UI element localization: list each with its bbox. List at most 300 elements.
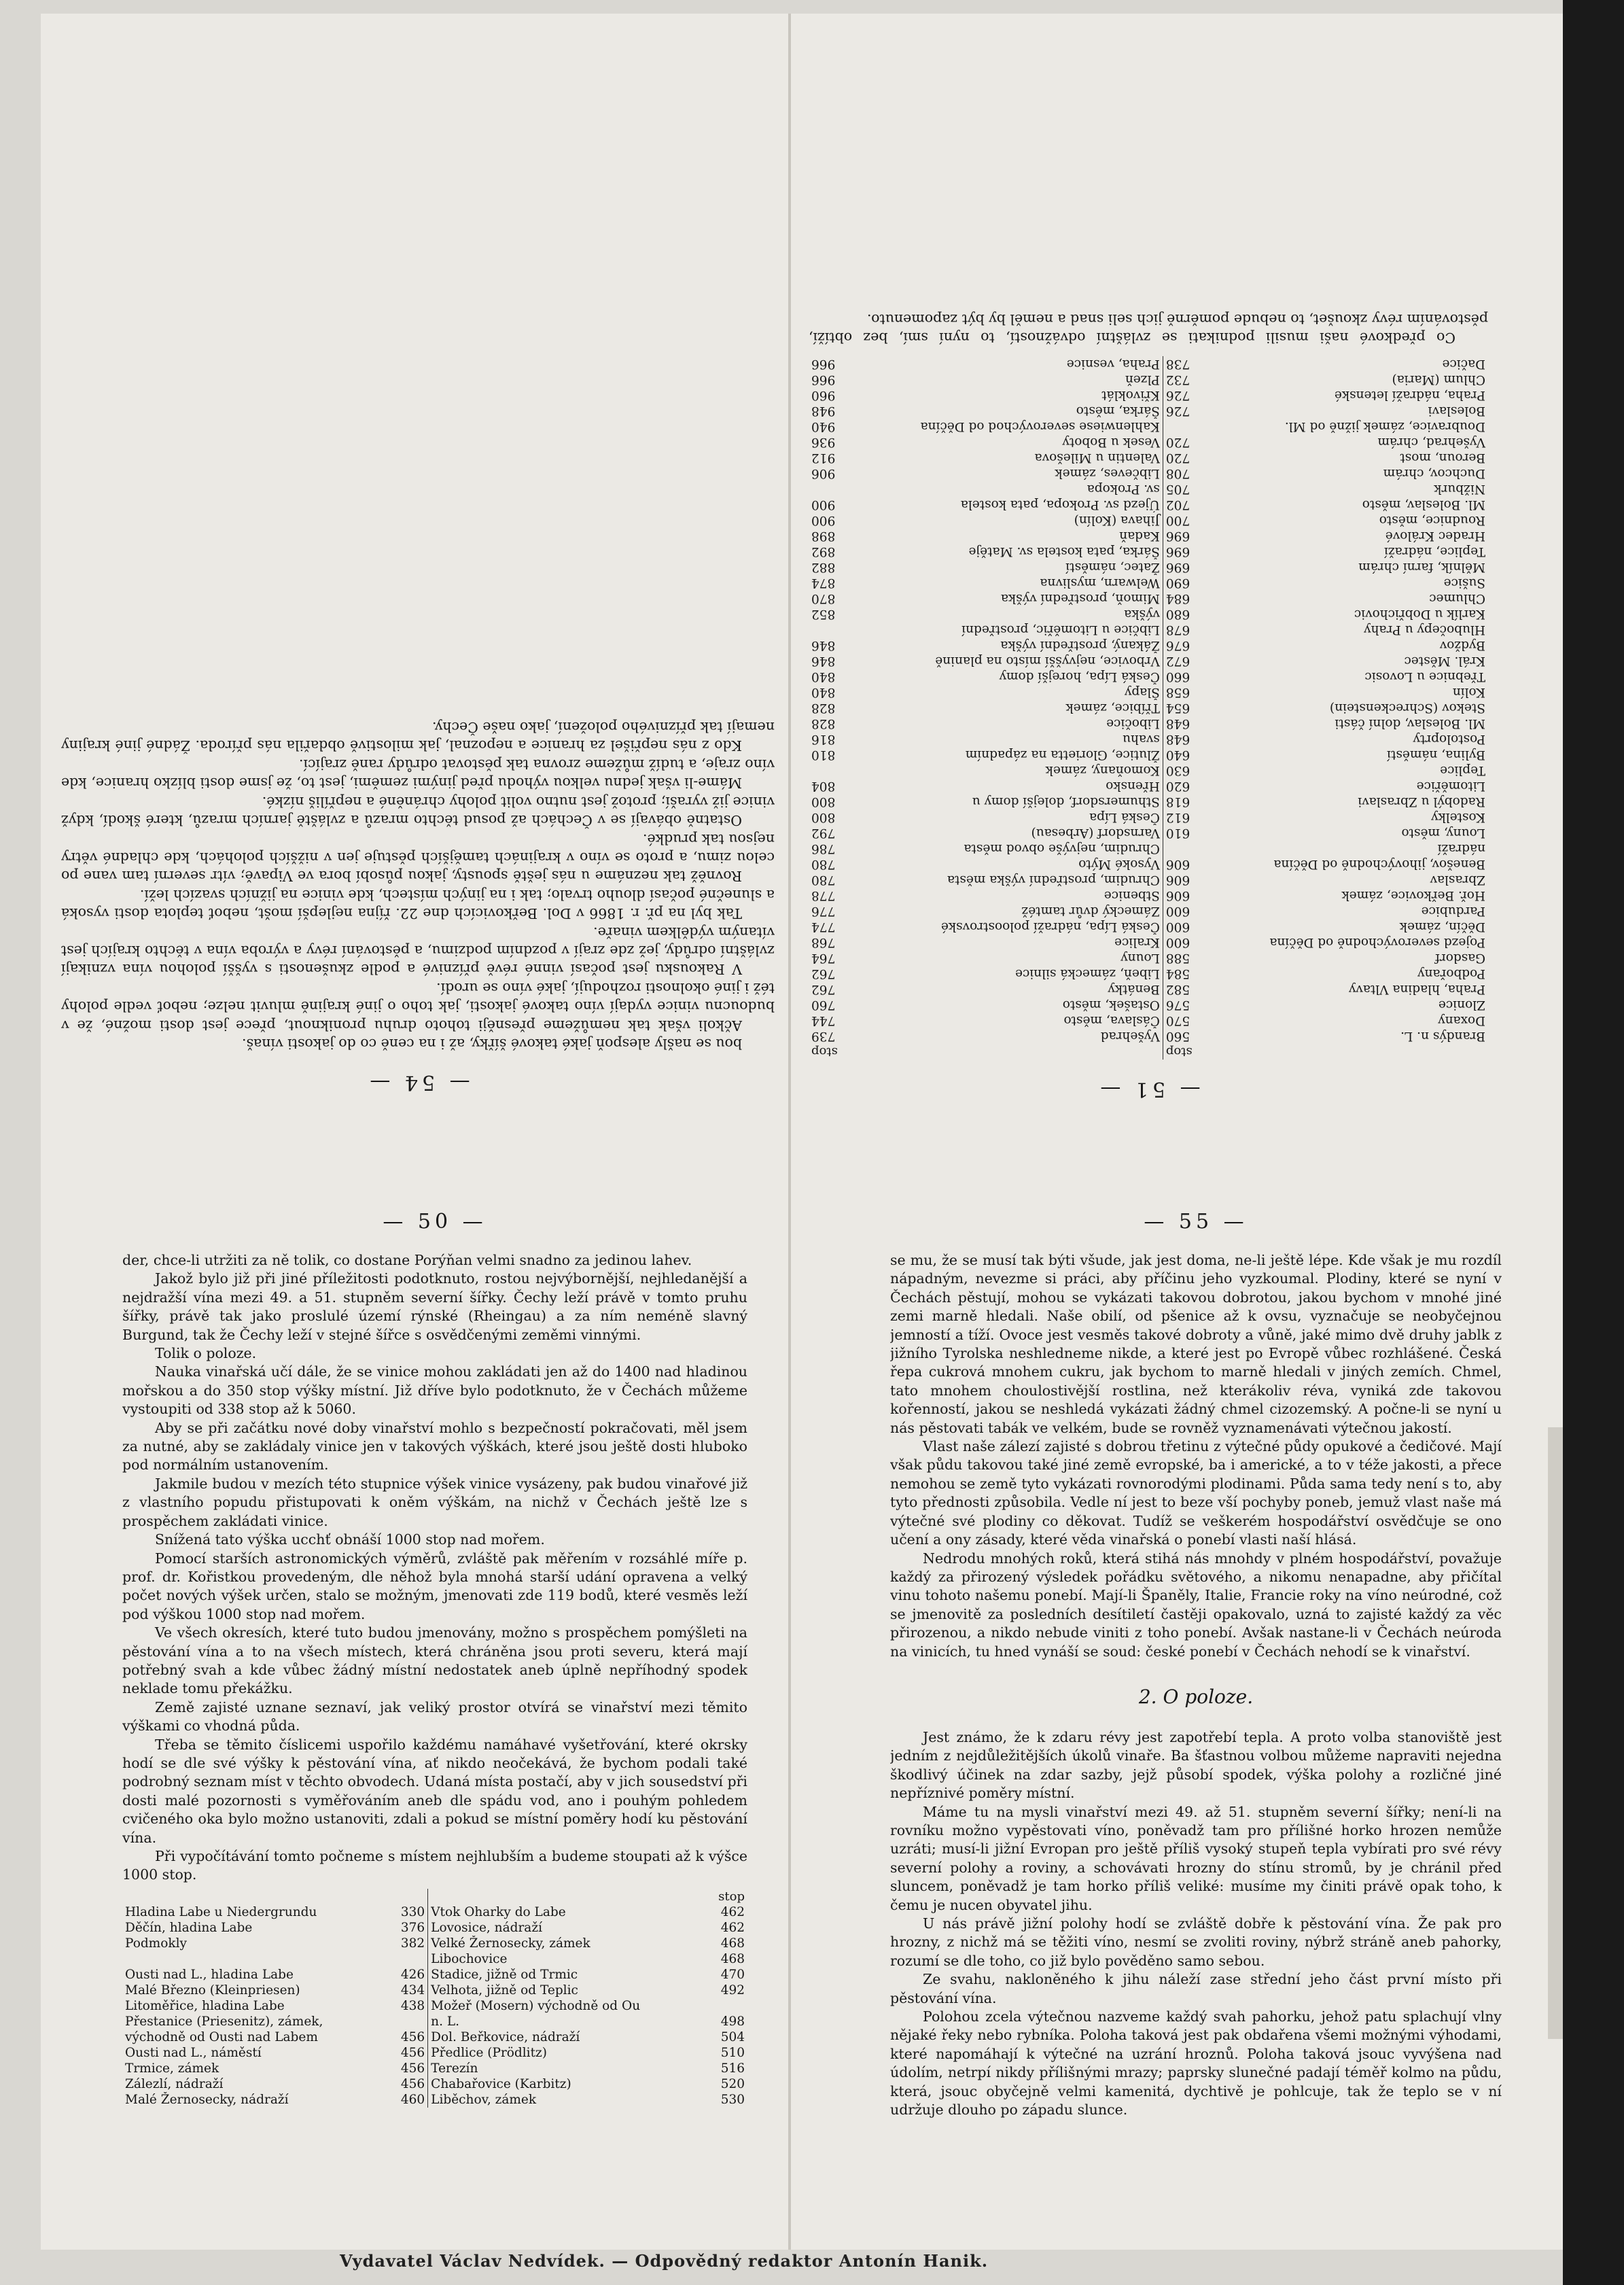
table-row bbox=[122, 2092, 747, 2108]
altitude-cell: 620 bbox=[1163, 778, 1216, 794]
altitude-cell: 456 bbox=[374, 2076, 428, 2092]
altitude-cell: 582 bbox=[1163, 981, 1216, 997]
altitude-cell: 764 bbox=[811, 951, 836, 965]
table-row bbox=[809, 356, 1488, 372]
place-cell bbox=[122, 1951, 374, 1967]
altitude-cell bbox=[1163, 841, 1216, 856]
table-row bbox=[122, 1904, 747, 1920]
altitude-cell: 606 bbox=[1163, 872, 1216, 888]
place-cell: Podmokly bbox=[125, 1936, 187, 1951]
paragraph: Rovněž tak neznáme u nás ještě spousty, jakou působí bora ve Vipavě; vítr severní tam vane po celou zimu, a proto se víno v krajinách tamějších pěstuje jen v nižších polohách, kde chladné větry nejsou tak prudké. bbox=[61, 831, 775, 885]
place-cell: Chabařovice (Karbitz) bbox=[431, 2076, 571, 2091]
place-cell: Hřensko bbox=[1106, 779, 1160, 793]
publisher-footer: Vydavatel Václav Nedvídek. — Odpovědný redaktor Antonín Hanik. bbox=[340, 2251, 989, 2271]
paragraph: V Rakousku jest počasí vinné révě příznivé a podle zkušenosti s vyšší polohou vína vznikají zvláštní odrůdy, jež zde zrají v pozdním podzimu, a pěstování révy a výroba vína v těchto krajích jest vítaným výdělkem vinaře. bbox=[61, 924, 775, 978]
place-cell: Hradec Králové bbox=[1385, 529, 1485, 543]
place-cell: Zálezlí, nádraží bbox=[125, 2076, 224, 2091]
table-row bbox=[809, 434, 1488, 450]
place-cell: Trmice, zámek bbox=[125, 2061, 219, 2076]
table-row bbox=[809, 856, 1488, 872]
altitude-cell: 468 bbox=[720, 1951, 745, 1966]
place-cell: Podbořany bbox=[1417, 966, 1485, 981]
place-cell: Zámecký dvůr tamtéž bbox=[1021, 904, 1160, 918]
table-row bbox=[122, 1967, 747, 1983]
altitude-cell: 672 bbox=[1163, 653, 1216, 669]
table-row bbox=[122, 2061, 747, 2076]
paragraph: Máme-li však jednu velkou výhodu před jinými zeměmi, jest to, že jsme dosti blízko hranice, kde víno zraje, a tudíž můžeme zrovna tak pěstovat odrůdy raně zrající. bbox=[61, 756, 775, 792]
place-cell: Lovosice, nádraží bbox=[431, 1920, 542, 1935]
altitude-cell: 456 bbox=[374, 2029, 428, 2045]
place-cell: Roudnice, město bbox=[1379, 513, 1485, 527]
place-cell: východně od Ousti nad Labem bbox=[125, 2029, 318, 2044]
altitude-cell bbox=[809, 481, 862, 497]
page-number: — 51 — bbox=[1096, 1077, 1201, 1101]
table-row bbox=[122, 1983, 747, 1998]
scan-margin-strip bbox=[1548, 1427, 1563, 2039]
place-cell: Brandýs n. L. bbox=[1400, 1029, 1485, 1043]
place-cell: Křivoklát bbox=[1101, 388, 1160, 402]
altitude-cell: 434 bbox=[374, 1983, 428, 1998]
altitude-cell: 780 bbox=[811, 857, 836, 871]
place-cell: Žlutice, Glorietta na západním bbox=[965, 748, 1160, 762]
place-cell: Stbenice bbox=[1104, 888, 1160, 903]
altitude-cell: 948 bbox=[811, 404, 836, 418]
altitude-cell: 456 bbox=[374, 2061, 428, 2076]
place-cell: Praha, vesnice bbox=[1066, 357, 1160, 371]
table-row bbox=[809, 403, 1488, 419]
altitude-cell: 438 bbox=[374, 1998, 428, 2014]
place-cell: Nižburk bbox=[1434, 482, 1485, 496]
place-cell: Mimoň, prostřední výška bbox=[1000, 591, 1160, 606]
table-row bbox=[809, 591, 1488, 606]
altitude-cell: 680 bbox=[1163, 606, 1216, 622]
paragraph: Snížená tato výška ucchť obnáší 1000 stop nad mořem. bbox=[155, 1531, 545, 1548]
altitude-cell: 696 bbox=[1163, 528, 1216, 544]
table-row bbox=[809, 684, 1488, 700]
table-row bbox=[809, 653, 1488, 669]
page-54-text bbox=[61, 718, 775, 1053]
altitude-cell: 560 bbox=[1163, 1028, 1216, 1044]
place-cell: Pardubice bbox=[1421, 904, 1485, 918]
upside-down-page-51 bbox=[809, 95, 1488, 1101]
place-cell: Přestanice (Priesenitz), zámek, bbox=[125, 2014, 323, 2029]
place-cell: Stadice, jižně od Trmic bbox=[431, 1967, 578, 1982]
place-cell: Postoloprty bbox=[1413, 732, 1485, 746]
table-row bbox=[809, 638, 1488, 653]
table-row bbox=[809, 466, 1488, 481]
paragraph: Při vypočítávání tomto počneme s místem nejhlubším a budeme stoupati až k výšce 1000 stop. bbox=[122, 1848, 747, 1883]
place-cell: Děčín, zámek bbox=[1399, 920, 1485, 934]
table-row bbox=[809, 747, 1488, 763]
place-cell: Libčice u Litoměřic, prostřední bbox=[961, 623, 1160, 637]
place-cell: Sušice bbox=[1443, 576, 1485, 590]
place-cell: Doubravice, zámek jižně od Ml. bbox=[1284, 419, 1485, 434]
place-cell: Litoměřice bbox=[1416, 779, 1485, 793]
altitude-cell: 684 bbox=[1163, 591, 1216, 606]
table-row bbox=[809, 419, 1488, 434]
col-header: stop bbox=[1163, 1044, 1216, 1060]
scan-dark-edge bbox=[1563, 0, 1624, 2285]
place-cell: Libochovice bbox=[431, 1951, 508, 1966]
altitude-cell: 705 bbox=[1163, 481, 1216, 497]
place-cell: Předlice (Prödlitz) bbox=[431, 2045, 547, 2060]
table-row bbox=[809, 997, 1488, 1013]
altitude-cell: 382 bbox=[374, 1936, 428, 1951]
col-header: stop bbox=[718, 1889, 745, 1904]
place-cell: Bydžov bbox=[1439, 638, 1485, 652]
altitude-cell: 648 bbox=[1163, 716, 1216, 731]
table-row bbox=[809, 575, 1488, 591]
place-cell: Bylina, náměstí bbox=[1387, 748, 1485, 762]
altitude-cell: 966 bbox=[811, 372, 836, 387]
place-cell: Ml. Boleslav, dolní části bbox=[1335, 716, 1485, 731]
altitude-cell: 648 bbox=[1163, 731, 1216, 747]
altitude-cell: 640 bbox=[1163, 747, 1216, 763]
altitude-cell: 792 bbox=[811, 826, 836, 840]
table-row bbox=[809, 716, 1488, 731]
table-row bbox=[809, 481, 1488, 497]
table-row bbox=[809, 669, 1488, 684]
altitude-cell: 912 bbox=[811, 451, 836, 465]
altitude-cell: 462 bbox=[720, 1920, 745, 1935]
table-row bbox=[809, 559, 1488, 575]
place-cell: Vysoké Mýto bbox=[1078, 857, 1160, 871]
place-cell: Karlík u Dobřichovic bbox=[1354, 607, 1485, 621]
table-row bbox=[122, 1998, 747, 2014]
paragraph: se mu, že se musí tak býti všude, jak jest doma, ne-li ještě lépe. Kde však je mu rozdíl nápadným, nevezme si práci, aby příčinu jeho vyzkoumal. Plodiny, které se nyní v Čechách pěstují, mohou se vykázati takovou dobrotou, jakou bychom v mnohé jiné zemi marně hledali. Naše obilí, od pšenice až k ovsu, vyznačuje se neobyčejnou jemností a tíží. Ovoce jest vesměs takové dobroty a vůně, jaké mimo dvě druhy jablk z jižního Tyrolska neshledneme nikde, a které jest po Evropě vůbec rozhlášené. Česká řepa cukrová mnohem cukru, jak bychom to marně hledali v jiných zemích. Chmel, tato mnohem choulostivější rostlina, než kterákoliv réva, vyniká zde takovou kořenností, jakou se neshledá vykázati žádný chmel cizozemský. A počne-li se nyní u nás pěstovati tabák ve velkém, bude se rovněž vyznamenávati výtečnou jakostí. bbox=[890, 1252, 1502, 1436]
note: Co předkové naši musili podnikati se zvláštní odvážností, to nyní smí, bez obtíží, pěstováním révy zkoušet, to nebude poměrně jich seli snad a neměl by být zapomenuto. bbox=[809, 311, 1488, 346]
place-cell: Liběchov, zámek bbox=[431, 2092, 537, 2107]
table-row bbox=[809, 919, 1488, 935]
paragraph: Polohou zcela výtečnou nazveme každý svah pahorku, jehož patu splachují vlny nějaké řeky nebo rybníka. Poloha taková jest pak obdařena všemi možnými výhodami, které napomáhají k výtečné na uzrání hroznů. Poloha taková jsouc vyvýšena nad údolím, netrpí nikdy přílišnými mrazy; paprsky slunečné padají téměř kolmo na půdu, která, jsouc obyčejně velmi kamenitá, dychtivě je pohlcuje, tak že teplo se v ní udržuje dlouho po západu slunce. bbox=[890, 2008, 1502, 2118]
place-cell: Chrudim, nejvýše obvod města bbox=[964, 841, 1160, 856]
altitude-cell: 530 bbox=[720, 2092, 745, 2107]
paragraph: Máme tu na mysli vinařství mezi 49. až 51. stupněm severní šířky; není-li na rovníku možno vypěstovati víno, poněvadž tam pro přílišné horko hrozen nemůže uzráti; musí-li jižní Evropan pro ještě příliš vysoký stupeň tepla vybírati pro své révy severní polohy a roviny, a schovávati hrozny do stínu stromů, by je chránil před sluncem, poněvadž je tam horko příliš veliké: musíme my činiti právě opak toho, k čemu je nucen obyvatel jihu. bbox=[890, 1803, 1502, 1913]
place-cell: Jihava (Kolín) bbox=[1074, 513, 1160, 527]
place-cell: Welwarn, myslivna bbox=[1040, 576, 1160, 590]
altitude-cell: 786 bbox=[811, 841, 836, 856]
table-row bbox=[809, 1028, 1488, 1044]
place-cell: Velké Žernosecky, zámek bbox=[431, 1936, 590, 1951]
table-row bbox=[809, 450, 1488, 466]
section-title: 2. O poloze. bbox=[1138, 1685, 1254, 1708]
altitude-cell: 588 bbox=[1163, 950, 1216, 966]
paragraph: Kdo z nás nepřišel za hranice a nepoznal, jak milostivě obdařila nás příroda. Žádné jiné krajiny nemají tak příznivého položení, jako naše Čechy. bbox=[61, 719, 775, 754]
place-cell: Sthumersdorf, dolejší domy u bbox=[972, 795, 1160, 809]
altitude-cell: 654 bbox=[1163, 700, 1216, 716]
altitude-cell: 584 bbox=[1163, 966, 1216, 981]
section-text bbox=[890, 1728, 1502, 2120]
place-cell: sv. Prokopa bbox=[1087, 482, 1160, 496]
table-row bbox=[809, 622, 1488, 638]
altitude-cell: 690 bbox=[1163, 575, 1216, 591]
place-cell: Chrudim, prostřední výška města bbox=[947, 873, 1160, 887]
altitude-table bbox=[122, 1889, 747, 2108]
paragraph: Nedrodu mnohých roků, která stihá nás mnohdy v plném hospodářství, považuje každý za přirozený výsledek pořádku světového, a nikomu nenapadne, aby přičítal vinu tohoto našemu ponebí. Mají-li Španěly, Italie, Francie roky na víno neúrodné, což se jmenovitě za posledních desítiletí častěji opakovalo, uzná to zajisté každý za věc přirozenou, a nikdo nebude viniti z toho ponebí. Avšak nastane-li v Čechách neúroda na vinicích, tu hned vynáší se soud: české ponebí v Čechách nehodí se k vinařství. bbox=[890, 1550, 1502, 1660]
table-row bbox=[809, 763, 1488, 778]
place-cell: Šlapy bbox=[1124, 685, 1160, 699]
altitude-table bbox=[809, 356, 1488, 1060]
altitude-cell: 800 bbox=[811, 795, 836, 809]
altitude-cell: 744 bbox=[811, 1013, 836, 1028]
place-cell: Teplice bbox=[1440, 763, 1485, 778]
place-cell: Plzeň bbox=[1125, 372, 1160, 387]
altitude-cell: 739 bbox=[811, 1029, 836, 1043]
place-cell: Malé Žernosecky, nádraží bbox=[125, 2092, 289, 2107]
altitude-cell: 846 bbox=[811, 654, 836, 668]
paragraph: Nauka vinařská učí dále, že se vinice mohou zakládati jen až do 1400 nad hladinou mořskou a do 350 stop výšky místní. Již dříve bylo podotknuto, že v Čechách můžeme vystoupiti od 338 stop až k 5060. bbox=[122, 1363, 747, 1418]
altitude-cell bbox=[694, 1998, 747, 2014]
altitude-cell: 456 bbox=[374, 2045, 428, 2061]
table-row bbox=[809, 1013, 1488, 1028]
altitude-cell: 618 bbox=[1163, 794, 1216, 809]
place-cell: Děčín, hladina Labe bbox=[125, 1920, 253, 1935]
place-cell: Čáslava, město bbox=[1063, 1013, 1160, 1028]
table-row bbox=[809, 888, 1488, 903]
altitude-cell: 892 bbox=[811, 544, 836, 559]
altitude-cell: 760 bbox=[811, 998, 836, 1012]
altitude-cell: 676 bbox=[1163, 638, 1216, 653]
place-cell: Šárka, pata kostela sv. Matěje bbox=[968, 544, 1160, 559]
table-row bbox=[809, 497, 1488, 512]
paragraph: bou se našly alespoň jaké takové šířky, až i na ceně co do jakosti vínaš. bbox=[242, 1036, 742, 1052]
place-cell: Vtok Oharky do Labe bbox=[431, 1904, 566, 1919]
altitude-cell: 470 bbox=[720, 1967, 745, 1982]
place-cell: Libočice bbox=[1106, 716, 1160, 731]
altitude-cell: 846 bbox=[811, 638, 836, 652]
altitude-cell: 768 bbox=[811, 935, 836, 949]
altitude-cell: 570 bbox=[1163, 1013, 1216, 1028]
table-row bbox=[809, 935, 1488, 950]
place-cell: Praha, nádraží letenské bbox=[1334, 388, 1485, 402]
place-cell: Ml. Boleslav, město bbox=[1362, 498, 1485, 512]
page-55 bbox=[890, 1210, 1502, 2229]
altitude-cell: 882 bbox=[811, 560, 836, 574]
place-cell: Radobýl u Zbraslavi bbox=[1358, 795, 1485, 809]
place-cell: Kostelky bbox=[1431, 810, 1485, 824]
table-row bbox=[809, 372, 1488, 387]
place-cell: Ousti nad L., náměstí bbox=[125, 2045, 262, 2060]
place-cell: Vyšehrad bbox=[1100, 1029, 1160, 1043]
table-row bbox=[122, 1936, 747, 1951]
altitude-cell: 576 bbox=[1163, 997, 1216, 1013]
altitude-cell: 726 bbox=[1163, 403, 1216, 419]
altitude-cell: 460 bbox=[374, 2092, 428, 2108]
place-cell: Vrbovice, nejvyšší místo na planině bbox=[935, 654, 1160, 668]
altitude-cell bbox=[809, 622, 862, 638]
altitude-cell: 828 bbox=[811, 701, 836, 715]
paragraph: Ostatně obávají se v Čechách až posud těchto mrazů a zvláště jarních mrazů, které škodí, když vinice již vyraší; protož jest nutno volit polohy chráněné a nepříliš nízké. bbox=[61, 793, 775, 829]
paragraph: Tak byl na př. r. 1866 v Dol. Beřkovicích dne 22. října nejlepší mošt, neboť teplota dosti vysoká a slunečné počasí dlouho trvalo; tak i na jiných místech, kde vinice na jižních svazích leží. bbox=[61, 886, 775, 922]
altitude-cell: 960 bbox=[811, 388, 836, 402]
place-cell: Možeř (Mosern) východně od Ou bbox=[431, 1998, 641, 2013]
altitude-cell: 936 bbox=[811, 435, 836, 449]
table-row bbox=[809, 966, 1488, 981]
place-cell: Louny bbox=[1120, 951, 1160, 965]
altitude-cell: 498 bbox=[720, 2014, 745, 2029]
altitude-cell: 462 bbox=[720, 1904, 745, 1919]
altitude-cell: 610 bbox=[1163, 825, 1216, 841]
place-cell: Vyšehrad, chrám bbox=[1377, 435, 1485, 449]
place-cell: Duchcov, chrám bbox=[1383, 466, 1485, 481]
altitude-cell: 606 bbox=[1163, 856, 1216, 872]
place-cell: Mělník, farní chrám bbox=[1358, 560, 1485, 574]
altitude-cell: 816 bbox=[811, 732, 836, 746]
altitude-cell: 900 bbox=[811, 498, 836, 512]
place-cell: svahu bbox=[1123, 732, 1160, 746]
place-cell: Vesek u Boboty bbox=[1062, 435, 1160, 449]
place-cell: Král. Městec bbox=[1404, 654, 1485, 668]
altitude-cell: 700 bbox=[1163, 512, 1216, 528]
altitude-cell: 726 bbox=[1163, 387, 1216, 403]
paragraph: Ačkoli však tak nemůžeme přesněji tohoto druhu proniknout, přece jest dosti možné, že v budoucnu vinice vydají víno takové jakosti, jak toho o jiné krajině mluvit nelze; neboť vedle polohy též i jiné okolnosti rozhodují, jaké víno se urodí. bbox=[61, 979, 775, 1034]
paragraph: Třeba se těmito číslicemi uspořilo každému namáhavé vyšetřování, které okrsky hodí se dle své výšky k pěstování vína, ať nikdo neočekává, že bychom podali také podrobný seznam míst v těchto obvodech. Udaná místa postačí, aby v jich sousedství při dosti malé pozornosti s vyměřováním aneb dle spádu vod, ano i pouhým pohledem cvičeného oka bylo možno ustanoviti, zdali a pokud se místní poměry hodí ku pěstování vína. bbox=[122, 1736, 747, 1846]
altitude-cell: 630 bbox=[1163, 763, 1216, 778]
altitude-cell: 800 bbox=[811, 810, 836, 824]
altitude-cell: 720 bbox=[1163, 434, 1216, 450]
table-row bbox=[809, 950, 1488, 966]
altitude-cell: 874 bbox=[811, 576, 836, 590]
place-cell: Benešov, jihovýchodně od Děčína bbox=[1273, 857, 1485, 871]
altitude-cell: 762 bbox=[811, 966, 836, 981]
place-cell: Libeň, zámecká silnice bbox=[1015, 966, 1160, 981]
altitude-cell: 612 bbox=[1163, 809, 1216, 825]
altitude-cell: 658 bbox=[1163, 684, 1216, 700]
place-cell: Benátky bbox=[1108, 982, 1160, 996]
table-row bbox=[809, 903, 1488, 919]
place-cell: Libčeves, zámek bbox=[1055, 466, 1160, 481]
place-cell: Ousti nad L., hladina Labe bbox=[125, 1967, 294, 1982]
place-cell: Zlonice bbox=[1438, 998, 1485, 1012]
place-cell: Chlum (Maria) bbox=[1392, 372, 1485, 387]
altitude-cell: 600 bbox=[1163, 903, 1216, 919]
place-cell: Louny, město bbox=[1401, 826, 1485, 840]
paragraph: Pomocí starších astronomických výměrů, zvláště pak měřením v rozsáhlé míře p. prof. dr. Kořistkou provedeným, dle něhož byla mnohá starší udání opravena a velký počet nových výšek určen, stalo se možným, jmenovati zde 119 bodů, které vesměs leží pod výškou 1000 stop nad mořem. bbox=[122, 1550, 747, 1622]
altitude-cell: 828 bbox=[811, 716, 836, 731]
altitude-cell: 504 bbox=[720, 2029, 745, 2044]
altitude-cell: 468 bbox=[720, 1936, 745, 1951]
place-cell: Komoňany, zámek bbox=[1045, 763, 1160, 778]
paragraph: Aby se při začátku nové doby vinařství mohlo s bezpečností pokračovati, měl jsem za nutné, aby se zakládaly vinice jen v takových výškách, které jsou ještě dosti hluboko pod normálním ustanovením. bbox=[122, 1419, 747, 1473]
table-row bbox=[122, 2045, 747, 2061]
altitude-cell: 966 bbox=[811, 357, 836, 371]
place-cell: Litoměřice, hladina Labe bbox=[125, 1998, 285, 2013]
altitude-cell: 696 bbox=[1163, 559, 1216, 575]
place-cell: Hladina Labe u Niedergrundu bbox=[125, 1904, 317, 1919]
place-cell: Kralice bbox=[1114, 935, 1160, 949]
place-cell: Třebnice u Lovosic bbox=[1364, 669, 1485, 684]
page-number: — 55 — bbox=[1144, 1210, 1248, 1234]
place-cell: Česká Lípa, horejší domy bbox=[999, 669, 1160, 684]
place-cell: Kolín bbox=[1452, 685, 1485, 699]
altitude-cell: 778 bbox=[811, 888, 836, 903]
place-cell: Beroun, most bbox=[1400, 451, 1485, 465]
altitude-cell: 898 bbox=[811, 529, 836, 543]
place-cell: Chlumec bbox=[1429, 591, 1485, 606]
paragraph: Ze svahu, nakloněného k jihu náleží zase střední jeho část první místo při pěstování vína. bbox=[890, 1971, 1502, 2006]
paragraph: Jakož bylo již při jiné příležitosti podotknuto, rostou nejvýbornější, nejhledanější a nejdražší vína mezi 49. a 51. stupněm severní šířky. Čechy leží právě v tomto pruhu šířky, právě tak jako proslulé území rýnské (Rheingau) a za ním neméně slavný Burgund, tak že Čechy leží v stejné šířce s osvědčenými zeměmi vinnými. bbox=[122, 1270, 747, 1343]
altitude-cell: 426 bbox=[374, 1967, 428, 1983]
place-cell: Gasdorf bbox=[1435, 951, 1485, 965]
page-55-text bbox=[890, 1251, 1502, 1661]
altitude-cell: 520 bbox=[720, 2076, 745, 2091]
page-number: — 50 — bbox=[383, 1210, 487, 1234]
place-cell: Hlubočepy u Prahy bbox=[1364, 623, 1485, 637]
place-cell: Teplice, nádraží bbox=[1384, 544, 1485, 559]
altitude-cell: 774 bbox=[811, 920, 836, 934]
altitude-cell: 510 bbox=[720, 2045, 745, 2060]
altitude-cell: 870 bbox=[811, 591, 836, 606]
altitude-cell: 492 bbox=[720, 1983, 745, 1998]
place-cell: Šárka, město bbox=[1076, 404, 1160, 418]
table-row bbox=[809, 528, 1488, 544]
altitude-cell: 678 bbox=[1163, 622, 1216, 638]
page-50 bbox=[122, 1210, 747, 2229]
altitude-cell: 600 bbox=[1163, 919, 1216, 935]
page-50-text bbox=[122, 1251, 747, 1885]
altitude-cell: 900 bbox=[811, 513, 836, 527]
place-cell: Praha, hladina Vltavy bbox=[1348, 982, 1485, 996]
table-row bbox=[122, 2014, 747, 2029]
altitude-cell: 738 bbox=[1163, 356, 1216, 372]
altitude-cell: 840 bbox=[811, 669, 836, 684]
table-row bbox=[809, 841, 1488, 856]
altitude-cell bbox=[374, 1951, 428, 1967]
altitude-cell: 606 bbox=[1163, 888, 1216, 903]
altitude-cell: 708 bbox=[1163, 466, 1216, 481]
paragraph: Jest známo, že k zdaru révy jest zapotřebí tepla. A proto volba stanoviště jest jedním z nejdůležitějších úkolů vinaře. Ba šťastnou volbou můžeme napraviti nejedna škodlivý účinek na zdar sazby, jejž působí spodek, výška polohy a rozličné jiné nepříznivé poměry místní. bbox=[890, 1728, 1502, 1802]
table-row bbox=[809, 778, 1488, 794]
place-cell: Kadaň bbox=[1119, 529, 1160, 543]
altitude-cell: 762 bbox=[811, 982, 836, 996]
table-row bbox=[809, 794, 1488, 809]
table-row bbox=[809, 387, 1488, 403]
altitude-cell bbox=[809, 763, 862, 778]
paragraph: Vlast naše zálezí zajisté s dobrou třetinu z výtečné půdy opukové a čedičové. Mají však půdu takovou také jiné země evropské, ba i americké, a to v téže jakosti, a přece nemohou se země tyto vykázati rovnorodými plodinami. Půda sama tedy není s to, aby tyto přednosti způsobila. Vedle ní jest to beze vší pochyby poneb, jemuž vlast naše má výtečné své plodiny co děkovat. Tudíž se veškerém hospodářství osvědčuje se ono učení a ony zásady, které věda vinařská o ponebí vlasti naší hlásá. bbox=[890, 1438, 1502, 1548]
upside-down-page-54 bbox=[61, 95, 775, 1094]
place-cell: Pojezd severovýchodně od Děčína bbox=[1269, 935, 1485, 949]
altitude-cell: 376 bbox=[374, 1920, 428, 1936]
place-cell: Boleslavi bbox=[1428, 404, 1485, 418]
place-cell: Česká Lípa, nádraží poloostrovské bbox=[940, 920, 1160, 934]
table-row bbox=[809, 512, 1488, 528]
place-cell: Zbraslav bbox=[1430, 873, 1485, 887]
table-row bbox=[809, 700, 1488, 716]
place-cell: Velhota, jižně od Teplic bbox=[431, 1983, 578, 1998]
place-cell: Žákaný, prostřední výška bbox=[1000, 638, 1160, 652]
paragraph: Jakmile budou v mezích této stupnice výšek vinice vysázeny, pak budou vinařové již z vlastního popudu přistupovati k oněm výškám, na nichž v Čechách ještě lze s prospěchem zakládati vinice. bbox=[122, 1475, 747, 1529]
altitude-cell: 720 bbox=[1163, 450, 1216, 466]
place-cell: Hoř. Beřkovice, zámek bbox=[1341, 888, 1485, 903]
place-cell: Terezín bbox=[431, 2061, 478, 2076]
table-row bbox=[809, 981, 1488, 997]
place-cell: Ostašek, město bbox=[1062, 998, 1160, 1012]
altitude-cell: 810 bbox=[811, 748, 836, 762]
place-cell: Stekov (Schreckenstein) bbox=[1329, 701, 1485, 715]
altitude-cell bbox=[1163, 419, 1216, 434]
place-cell: Dol. Beřkovice, nádraží bbox=[431, 2029, 580, 2044]
place-cell: Žatec, náměstí bbox=[1065, 560, 1160, 574]
altitude-cell: 732 bbox=[1163, 372, 1216, 387]
paragraph: U nás právě jižní polohy hodí se zvláště dobře k pěstování vína. Že pak pro hrozny, z nichž má se těžiti víno, nesmí se zvoliti roviny, nýbrž stráně aneb pahorky, rozumí se dle toho, co již bylo pověděno samo sebou. bbox=[890, 1915, 1502, 1969]
page-number: — 54 — bbox=[366, 1070, 470, 1094]
table-row bbox=[122, 1951, 747, 1967]
place-cell: Valentin u Milešova bbox=[1034, 451, 1160, 465]
altitude-cell: 660 bbox=[1163, 669, 1216, 684]
altitude-cell: 780 bbox=[811, 873, 836, 887]
table-row bbox=[809, 606, 1488, 622]
paragraph: Ve všech okresích, které tuto budou jmenovány, možno s prospěchem pomýšleti na pěstování vína a to na všech místech, která chráněna jsou proti severu, která mají potřebný svah a kde vůbec žádný místní nedostatek aneb úplně nepříhodný spodek neklade tomu překážku. bbox=[122, 1624, 747, 1697]
